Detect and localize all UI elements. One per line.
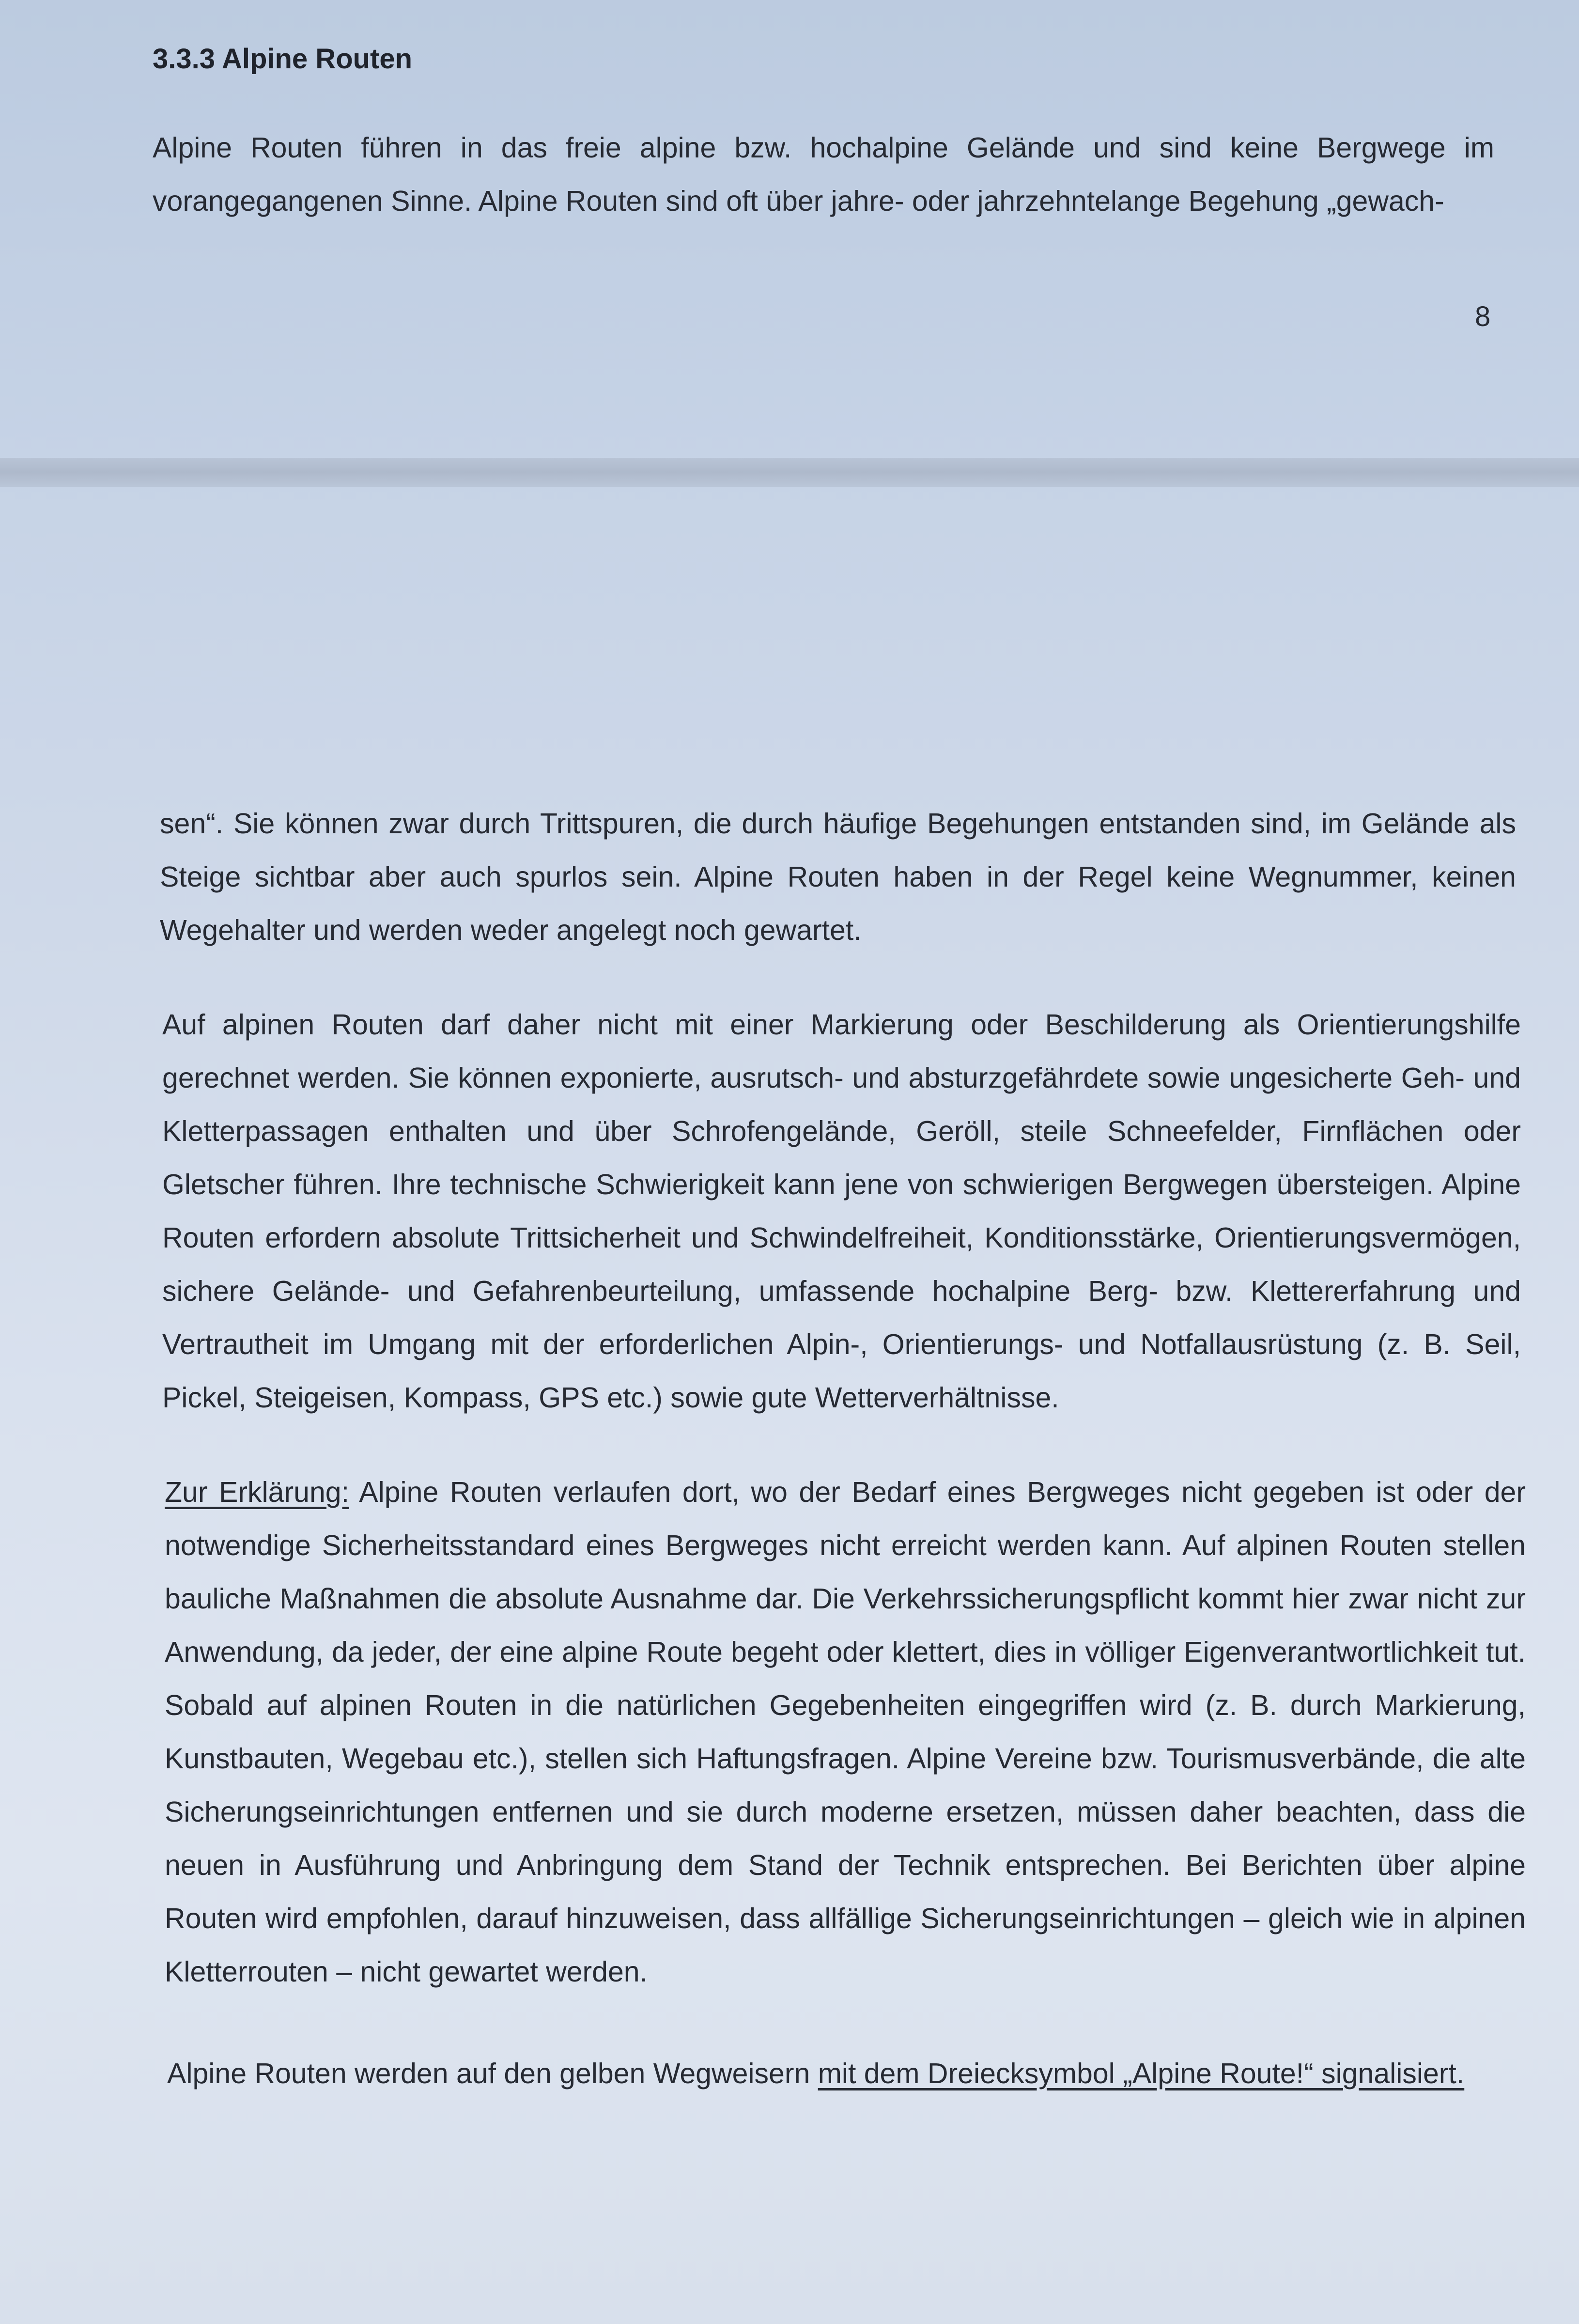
explanation-lead: Zur Erklärung:: [165, 1476, 349, 1508]
page-break-divider: [0, 458, 1579, 487]
signage-text: Alpine Routen werden auf den gelben Wegweisern: [167, 2058, 818, 2090]
signage-underlined-text: mit dem Dreiecksymbol „Alpine Route!“ signalisiert.: [818, 2058, 1465, 2090]
explanation-text: Alpine Routen verlaufen dort, wo der Bedarf eines Bergweges nicht gegeben ist oder der notwendige Sicherheitsstandard eines Bergweges nicht erreicht werden kann. Auf alpinen Routen stellen bauliche Maßnahmen die absolute Ausnahme dar. Die Verkehrssicherungspflicht kommt hier zwar nicht zur Anwendung, da jeder, der eine alpine Route begeht oder klettert, dies in völliger Eigenverantwortlichkeit tut. Sobald auf alpinen Routen in die natürlichen Gegebenheiten eingegriffen wird (z. B. durch Markierung, Kunstbauten, Wegebau etc.), stellen sich Haftungsfragen. Alpine Vereine bzw. Tourismusverbände, die alte Sicherungseinrichtungen entfernen und sie durch moderne ersetzen, müssen daher beachten, dass die neuen in Ausführung und Anbringung dem Stand der Technik entsprechen. Bei Berichten über alpine Routen wird empfohlen, darauf hinzuweisen, dass allfällige Sicherungseinrichtungen – gleich wie in alpinen Kletterrouten – nicht gewartet werden.: [165, 1476, 1526, 1988]
paragraph-continuation: sen“. Sie können zwar durch Trittspuren, die durch häufige Begehungen entstanden sind, im Gelände als Steige sichtbar aber auch spurlos sein. Alpine Routen haben in der Regel keine Wegnummer, keinen Wegehalter und werden weder angelegt noch gewartet.: [160, 808, 1516, 946]
paragraph-explanation: [165, 1466, 1526, 1998]
paragraph-orientation: Auf alpinen Routen darf daher nicht mit einer Markierung oder Beschilderung als Orientierungshilfe gerechnet werden. Sie können exponierte, ausrutsch- und absturzgefährdete sowie ungesicherte Geh- und Kletterpassagen enthalten und über Schrofengelände, Geröll, steile Schneefelder, Firnflächen oder Gletscher führen. Ihre technische Schwierigkeit kann jene von schwierigen Bergwegen übersteigen. Alpine Routen erfordern absolute Trittsicherheit und Schwindelfreiheit, Konditionsstärke, Orientierungsvermögen, sichere Gelände- und Gefahrenbeurteilung, umfassende hochalpine Berg- bzw. Klettererfahrung und Vertrautheit im Umgang mit der erforderlichen Alpin-, Orientierungs- und Notfallausrüstung (z. B. Seil, Pickel, Steigeisen, Kompass, GPS etc.) sowie gute Wetterverhältnisse.: [162, 1009, 1521, 1414]
paragraph-signage: [167, 2047, 1531, 2100]
paragraph-intro: Alpine Routen führen in das freie alpine bzw. hochalpine Gelände und sind keine Bergwege im vorangegangenen Sinne. Alpine Routen sind oft über jahre- oder jahrzehntelange Begehung „gewach-: [153, 132, 1494, 217]
page-number: 8: [1475, 301, 1491, 332]
section-heading: 3.3.3 Alpine Routen: [153, 43, 413, 75]
